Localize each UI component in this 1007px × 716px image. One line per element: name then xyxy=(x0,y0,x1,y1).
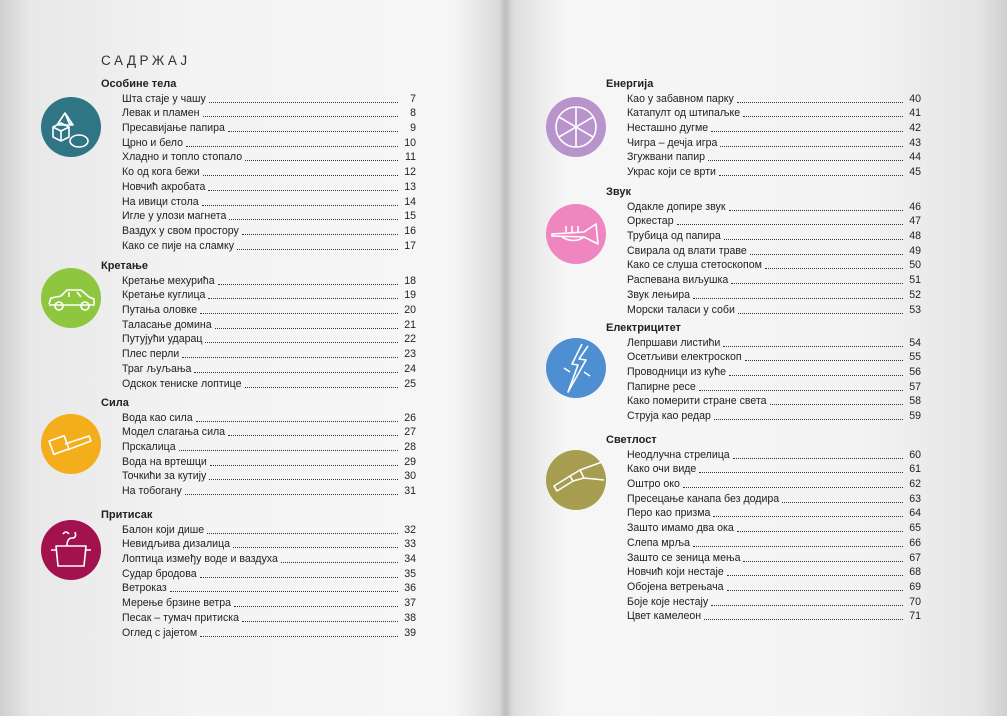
toc-entry-title: Невидљива дизалица xyxy=(122,538,231,551)
toc-entry-page: 13 xyxy=(404,180,416,193)
dot-leader xyxy=(729,210,904,211)
toc-entry-page: 36 xyxy=(404,582,416,595)
dot-leader xyxy=(727,575,903,576)
toc-entry-page: 59 xyxy=(909,410,921,423)
toc-entry-page: 71 xyxy=(909,610,921,623)
toc-entry[interactable] xyxy=(122,410,416,425)
toc-entry[interactable] xyxy=(122,238,416,253)
toc-entry[interactable] xyxy=(122,288,416,303)
toc-entry-page: 34 xyxy=(404,553,416,566)
toc-entry-title: Распевана виљушка xyxy=(627,274,729,287)
toc-entry[interactable] xyxy=(627,364,921,379)
toc-entry-page: 56 xyxy=(909,366,921,379)
toc-entry-page: 20 xyxy=(404,304,416,317)
dot-leader xyxy=(743,116,903,117)
toc-entry-title: Неодлучна стрелица xyxy=(627,448,730,461)
toc-entry[interactable] xyxy=(122,120,416,135)
toc-entry-page: 60 xyxy=(909,448,921,461)
hammer-icon xyxy=(41,414,101,474)
toc-entry[interactable] xyxy=(627,579,921,594)
toc-entry-title: Ваздух у свом простору xyxy=(122,224,239,237)
toc-entry-page: 38 xyxy=(404,611,416,624)
toc-entry-page: 23 xyxy=(404,348,416,361)
toc-entry-title: На ивици стола xyxy=(122,195,199,208)
toc-entry-title: Пресавијање папира xyxy=(122,122,225,135)
toc-entry[interactable] xyxy=(627,106,921,121)
toc-entry-title: Лоптица између воде и ваздуха xyxy=(122,553,278,566)
right-page xyxy=(504,0,1007,716)
toc-entry-title: Судар бродова xyxy=(122,567,197,580)
dot-leader xyxy=(228,435,398,436)
toc-entry-page: 61 xyxy=(909,463,921,476)
dot-leader xyxy=(200,313,398,314)
toc-entry-title: Оштро око xyxy=(627,478,680,491)
dot-leader xyxy=(179,450,398,451)
toc-entry-title: Зашто имамо два ока xyxy=(627,522,734,535)
toc-entry[interactable] xyxy=(627,491,921,506)
dot-leader xyxy=(708,160,903,161)
toc-entry-title: Траг љуљања xyxy=(122,362,192,375)
toc-entry-title: Новчић који нестаје xyxy=(627,566,724,579)
dot-leader xyxy=(731,283,903,284)
section-heading: Сила xyxy=(101,397,129,409)
toc-entry[interactable] xyxy=(627,258,921,273)
toc-entry-title: Плес перли xyxy=(122,348,180,361)
dot-leader xyxy=(202,205,398,206)
toc-entry[interactable] xyxy=(627,165,921,180)
dot-leader xyxy=(245,160,398,161)
toc-entry-page: 24 xyxy=(404,362,416,375)
toc-entry[interactable] xyxy=(122,376,416,391)
toc-entry-title: Перо као призма xyxy=(627,507,711,520)
toc-entry[interactable] xyxy=(627,506,921,521)
toc-entry-page: 40 xyxy=(909,92,921,105)
toc-entry-title: Струја као редар xyxy=(627,410,711,423)
toc-entry-page: 16 xyxy=(404,224,416,237)
toc-entry[interactable] xyxy=(627,135,921,150)
toc-entry[interactable] xyxy=(122,469,416,484)
toc-entry-title: Таласање домина xyxy=(122,318,212,331)
toc-entry-page: 51 xyxy=(909,274,921,287)
toc-entry-page: 7 xyxy=(410,92,416,105)
toc-entry-title: Лепршави листићи xyxy=(627,336,721,349)
toc-entry-page: 17 xyxy=(404,239,416,252)
toc-entry[interactable] xyxy=(627,609,921,624)
toc-entry-page: 32 xyxy=(404,523,416,536)
toc-entry[interactable] xyxy=(122,551,416,566)
dot-leader xyxy=(207,533,398,534)
toc-entry[interactable] xyxy=(122,179,416,194)
dot-leader xyxy=(693,298,903,299)
toc-entry[interactable] xyxy=(627,214,921,229)
toc-entry-page: 10 xyxy=(404,136,416,149)
toc-entry[interactable] xyxy=(122,135,416,150)
dot-leader xyxy=(205,342,398,343)
toc-entry[interactable] xyxy=(122,425,416,440)
toc-entry-title: Левак и пламен xyxy=(122,107,200,120)
toc-entry-title: Игле у улози магнета xyxy=(122,210,227,223)
dot-leader xyxy=(229,219,398,220)
toc-entry-page: 47 xyxy=(909,215,921,228)
toc-entry-page: 11 xyxy=(405,151,416,164)
toc-entry-title: Путујући ударац xyxy=(122,333,203,346)
toc-entry-page: 63 xyxy=(909,492,921,505)
dot-leader xyxy=(281,562,398,563)
dot-leader xyxy=(233,547,398,548)
toc-entry[interactable] xyxy=(122,332,416,347)
dot-leader xyxy=(699,472,903,473)
toc-entry-title: Ко од кога бежи xyxy=(122,166,200,179)
dot-leader xyxy=(237,249,398,250)
toc-entry[interactable] xyxy=(122,484,416,499)
toc-entry[interactable] xyxy=(627,550,921,565)
toc-entry-page: 64 xyxy=(909,507,921,520)
toc-entry[interactable] xyxy=(122,165,416,180)
dot-leader xyxy=(711,131,903,132)
toc-entry-page: 69 xyxy=(909,580,921,593)
toc-entry-title: Обојена ветрењача xyxy=(627,580,724,593)
toc-entry-title: Морски таласи у соби xyxy=(627,303,735,316)
toc-entry[interactable] xyxy=(122,610,416,625)
toc-entry[interactable] xyxy=(627,447,921,462)
toc-entry-title: Путања оловке xyxy=(122,304,198,317)
toc-entry-page: 62 xyxy=(909,478,921,491)
toc-entry[interactable] xyxy=(627,120,921,135)
flashlight-icon xyxy=(546,450,606,510)
toc-entry-page: 46 xyxy=(909,200,921,213)
toc-entry-title: На тобогану xyxy=(122,485,182,498)
dot-leader xyxy=(750,254,903,255)
toc-entry-page: 52 xyxy=(909,288,921,301)
toc-entry-page: 55 xyxy=(909,351,921,364)
toc-entry-title: Чигра – дечја игра xyxy=(627,136,718,149)
toc-entry-page: 18 xyxy=(404,274,416,287)
dot-leader xyxy=(203,116,398,117)
toc-entry-title: Како се пије на сламку xyxy=(122,239,235,252)
dot-leader xyxy=(208,298,398,299)
dot-leader xyxy=(770,404,903,405)
dot-leader xyxy=(182,357,398,358)
toc-entry-page: 30 xyxy=(404,470,416,483)
toc-entry-page: 27 xyxy=(404,426,416,439)
toc-entry-page: 22 xyxy=(404,333,416,346)
toc-entry-title: Боје које нестају xyxy=(627,595,709,608)
dot-leader xyxy=(745,360,903,361)
toc-entry[interactable] xyxy=(122,566,416,581)
trumpet-icon xyxy=(546,204,606,264)
toc-entry-title: Вода као сила xyxy=(122,411,193,424)
toc-entry-page: 12 xyxy=(404,166,416,179)
dot-leader xyxy=(196,421,398,422)
toc-entry-page: 58 xyxy=(909,395,921,408)
toc-entry-page: 33 xyxy=(404,538,416,551)
toc-entry-page: 25 xyxy=(404,377,416,390)
toc-entry-page: 53 xyxy=(909,303,921,316)
section-heading: Електрицитет xyxy=(606,322,681,334)
toc-entry-page: 49 xyxy=(909,244,921,257)
section-heading: Особине тела xyxy=(101,78,177,90)
toc-entry-title: Проводници из куће xyxy=(627,366,726,379)
section-heading: Притисак xyxy=(101,509,153,521)
toc-entry-title: Како се слуша стетоскопом xyxy=(627,259,762,272)
toc-entry-page: 29 xyxy=(404,455,416,468)
toc-entry[interactable] xyxy=(122,625,416,640)
section-heading: Кретање xyxy=(101,260,148,272)
toc-entry-title: Кретање куглица xyxy=(122,289,206,302)
toc-entry-title: Несташно дугме xyxy=(627,122,709,135)
toc-entry-page: 67 xyxy=(909,551,921,564)
toc-entry[interactable] xyxy=(627,462,921,477)
section-heading: Светлост xyxy=(606,434,657,446)
dot-leader xyxy=(185,494,398,495)
dot-leader xyxy=(683,487,903,488)
toc-entry-page: 48 xyxy=(909,230,921,243)
toc-entry-page: 26 xyxy=(404,411,416,424)
dot-leader xyxy=(209,102,398,103)
toc-entry-page: 54 xyxy=(909,336,921,349)
toc-entry-page: 70 xyxy=(909,595,921,608)
dot-leader xyxy=(737,102,903,103)
toc-entry-title: Шта стаје у чашу xyxy=(122,92,206,105)
toc-entry-title: Новчић акробата xyxy=(122,180,206,193)
toc-entry[interactable] xyxy=(627,228,921,243)
toc-entry[interactable] xyxy=(627,594,921,609)
pot-icon xyxy=(41,520,101,580)
dot-leader xyxy=(203,175,398,176)
dot-leader xyxy=(228,131,398,132)
toc-entry-title: Ветроказ xyxy=(122,582,167,595)
pinwheel-icon xyxy=(546,97,606,157)
toc-entry-page: 65 xyxy=(909,522,921,535)
toc-entry-title: Прскалица xyxy=(122,441,176,454)
dot-leader xyxy=(724,239,903,240)
toc-entry[interactable] xyxy=(627,150,921,165)
toc-entry-title: Одскок тениске лоптице xyxy=(122,377,242,390)
toc-entry-title: Украс који се врти xyxy=(627,166,716,179)
toc-entry[interactable] xyxy=(627,287,921,302)
toc-entry[interactable] xyxy=(122,347,416,362)
dot-leader xyxy=(713,516,903,517)
dot-leader xyxy=(210,465,398,466)
toc-entry-page: 50 xyxy=(909,259,921,272)
toc-entry-title: Како очи виде xyxy=(627,463,697,476)
dot-leader xyxy=(209,479,398,480)
toc-entry-page: 28 xyxy=(404,441,416,454)
toc-entry-page: 19 xyxy=(404,289,416,302)
dot-leader xyxy=(743,561,903,562)
toc-entry-title: Као у забавном парку xyxy=(627,92,734,105)
toc-entry[interactable] xyxy=(122,302,416,317)
dot-leader xyxy=(737,531,903,532)
toc-entry-page: 21 xyxy=(404,318,416,331)
toc-entry-title: Балон који дише xyxy=(122,523,205,536)
toc-entry[interactable] xyxy=(627,273,921,288)
toc-entry[interactable] xyxy=(627,394,921,409)
toc-entry-page: 45 xyxy=(909,166,921,179)
toc-entry[interactable] xyxy=(122,361,416,376)
dot-leader xyxy=(234,606,398,607)
toc-entry-page: 66 xyxy=(909,536,921,549)
toc-entry[interactable] xyxy=(122,454,416,469)
toc-entry-title: Слепа мрља xyxy=(627,536,690,549)
toc-entry-page: 39 xyxy=(404,626,416,639)
dot-leader xyxy=(218,284,398,285)
toc-entry[interactable] xyxy=(122,581,416,596)
toc-entry-title: Папирне ресе xyxy=(627,380,696,393)
dot-leader xyxy=(200,636,398,637)
dot-leader xyxy=(711,605,903,606)
dot-leader xyxy=(677,224,903,225)
toc-entry-title: Осетљиви електроскоп xyxy=(627,351,742,364)
toc-entry[interactable] xyxy=(627,243,921,258)
toc-entry-title: Свирала од влати траве xyxy=(627,244,747,257)
left-page xyxy=(0,0,503,716)
toc-entry[interactable] xyxy=(627,335,921,350)
dot-leader xyxy=(720,146,903,147)
toc-entry-page: 68 xyxy=(909,566,921,579)
section-heading: Енергија xyxy=(606,78,654,90)
toc-entry[interactable] xyxy=(122,194,416,209)
lightning-icon xyxy=(546,338,606,398)
toc-entry[interactable] xyxy=(627,379,921,394)
toc-entry-page: 35 xyxy=(404,567,416,580)
dot-leader xyxy=(194,372,398,373)
toc-entry[interactable] xyxy=(122,596,416,611)
toc-entry[interactable] xyxy=(122,150,416,165)
shapes-icon xyxy=(41,97,101,157)
toc-entry-page: 14 xyxy=(404,195,416,208)
toc-entry[interactable] xyxy=(627,91,921,106)
dot-leader xyxy=(733,458,903,459)
toc-entry[interactable] xyxy=(122,522,416,537)
toc-entry[interactable] xyxy=(627,302,921,317)
dot-leader xyxy=(727,590,904,591)
toc-entry-title: Песак – тумач притиска xyxy=(122,611,240,624)
toc-entry[interactable] xyxy=(627,476,921,491)
dot-leader xyxy=(693,546,903,547)
section-heading: Звук xyxy=(606,186,632,198)
toc-entry[interactable] xyxy=(627,521,921,536)
toc-entry[interactable] xyxy=(122,537,416,552)
toc-entry-page: 42 xyxy=(909,122,921,135)
toc-entry-title: Точкићи за кутију xyxy=(122,470,207,483)
dot-leader xyxy=(729,375,903,376)
dot-leader xyxy=(704,619,903,620)
dot-leader xyxy=(170,591,398,592)
toc-entry-title: Трубица од папира xyxy=(627,230,721,243)
toc-entry-title: Цвет камелеон xyxy=(627,610,702,623)
dot-leader xyxy=(782,502,903,503)
toc-entry-page: 31 xyxy=(404,485,416,498)
toc-entry-page: 43 xyxy=(909,136,921,149)
toc-entry[interactable] xyxy=(122,223,416,238)
toc-entry[interactable] xyxy=(122,209,416,224)
toc-entry-title: Мерење брзине ветра xyxy=(122,597,232,610)
toc-entry-title: Кретање мехурића xyxy=(122,274,215,287)
toc-entry[interactable] xyxy=(122,273,416,288)
toc-entry-title: Хладно и топло стопало xyxy=(122,151,243,164)
toc-entry-page: 15 xyxy=(404,210,416,223)
toc-entry[interactable] xyxy=(122,439,416,454)
toc-entry[interactable] xyxy=(122,106,416,121)
toc-entry-title: Оглед с јајетом xyxy=(122,626,198,639)
dot-leader xyxy=(714,419,903,420)
toc-entry-page: 44 xyxy=(909,151,921,164)
toc-entry[interactable] xyxy=(627,409,921,424)
toc-entry-title: Катапулт од штипаљке xyxy=(627,107,741,120)
toc-entry-page: 41 xyxy=(909,107,921,120)
toc-entry[interactable] xyxy=(627,199,921,214)
toc-entry-title: Вода на вртешци xyxy=(122,455,207,468)
toc-entry[interactable] xyxy=(122,317,416,332)
page-title: САДРЖАЈ xyxy=(101,53,191,68)
toc-entry-title: Звук лењира xyxy=(627,288,691,301)
toc-entry-title: Модел слагања сила xyxy=(122,426,226,439)
toc-entry-title: Одакле допире звук xyxy=(627,200,726,213)
toc-entry[interactable] xyxy=(122,91,416,106)
dot-leader xyxy=(242,234,398,235)
dot-leader xyxy=(699,390,903,391)
dot-leader xyxy=(208,190,398,191)
toc-entry-title: Зашто се зеница мења xyxy=(627,551,741,564)
toc-entry-page: 8 xyxy=(410,107,416,120)
toc-entry[interactable] xyxy=(627,535,921,550)
toc-entry-title: Како померити стране света xyxy=(627,395,767,408)
toc-entry-page: 37 xyxy=(404,597,416,610)
toc-entry-title: Пресецање канапа без додира xyxy=(627,492,780,505)
dot-leader xyxy=(723,346,903,347)
toc-entry[interactable] xyxy=(627,350,921,365)
toc-entry-title: Црно и бело xyxy=(122,136,183,149)
dot-leader xyxy=(215,328,398,329)
dot-leader xyxy=(245,387,398,388)
toc-entry-page: 57 xyxy=(909,380,921,393)
dot-leader xyxy=(200,577,398,578)
dot-leader xyxy=(765,268,903,269)
dot-leader xyxy=(719,175,903,176)
toc-entry-page: 9 xyxy=(410,122,416,135)
car-icon xyxy=(41,268,101,328)
toc-entry-title: Згужвани папир xyxy=(627,151,706,164)
toc-entry-title: Оркестар xyxy=(627,215,674,228)
dot-leader xyxy=(186,146,398,147)
toc-entry[interactable] xyxy=(627,565,921,580)
dot-leader xyxy=(242,621,398,622)
dot-leader xyxy=(738,313,903,314)
